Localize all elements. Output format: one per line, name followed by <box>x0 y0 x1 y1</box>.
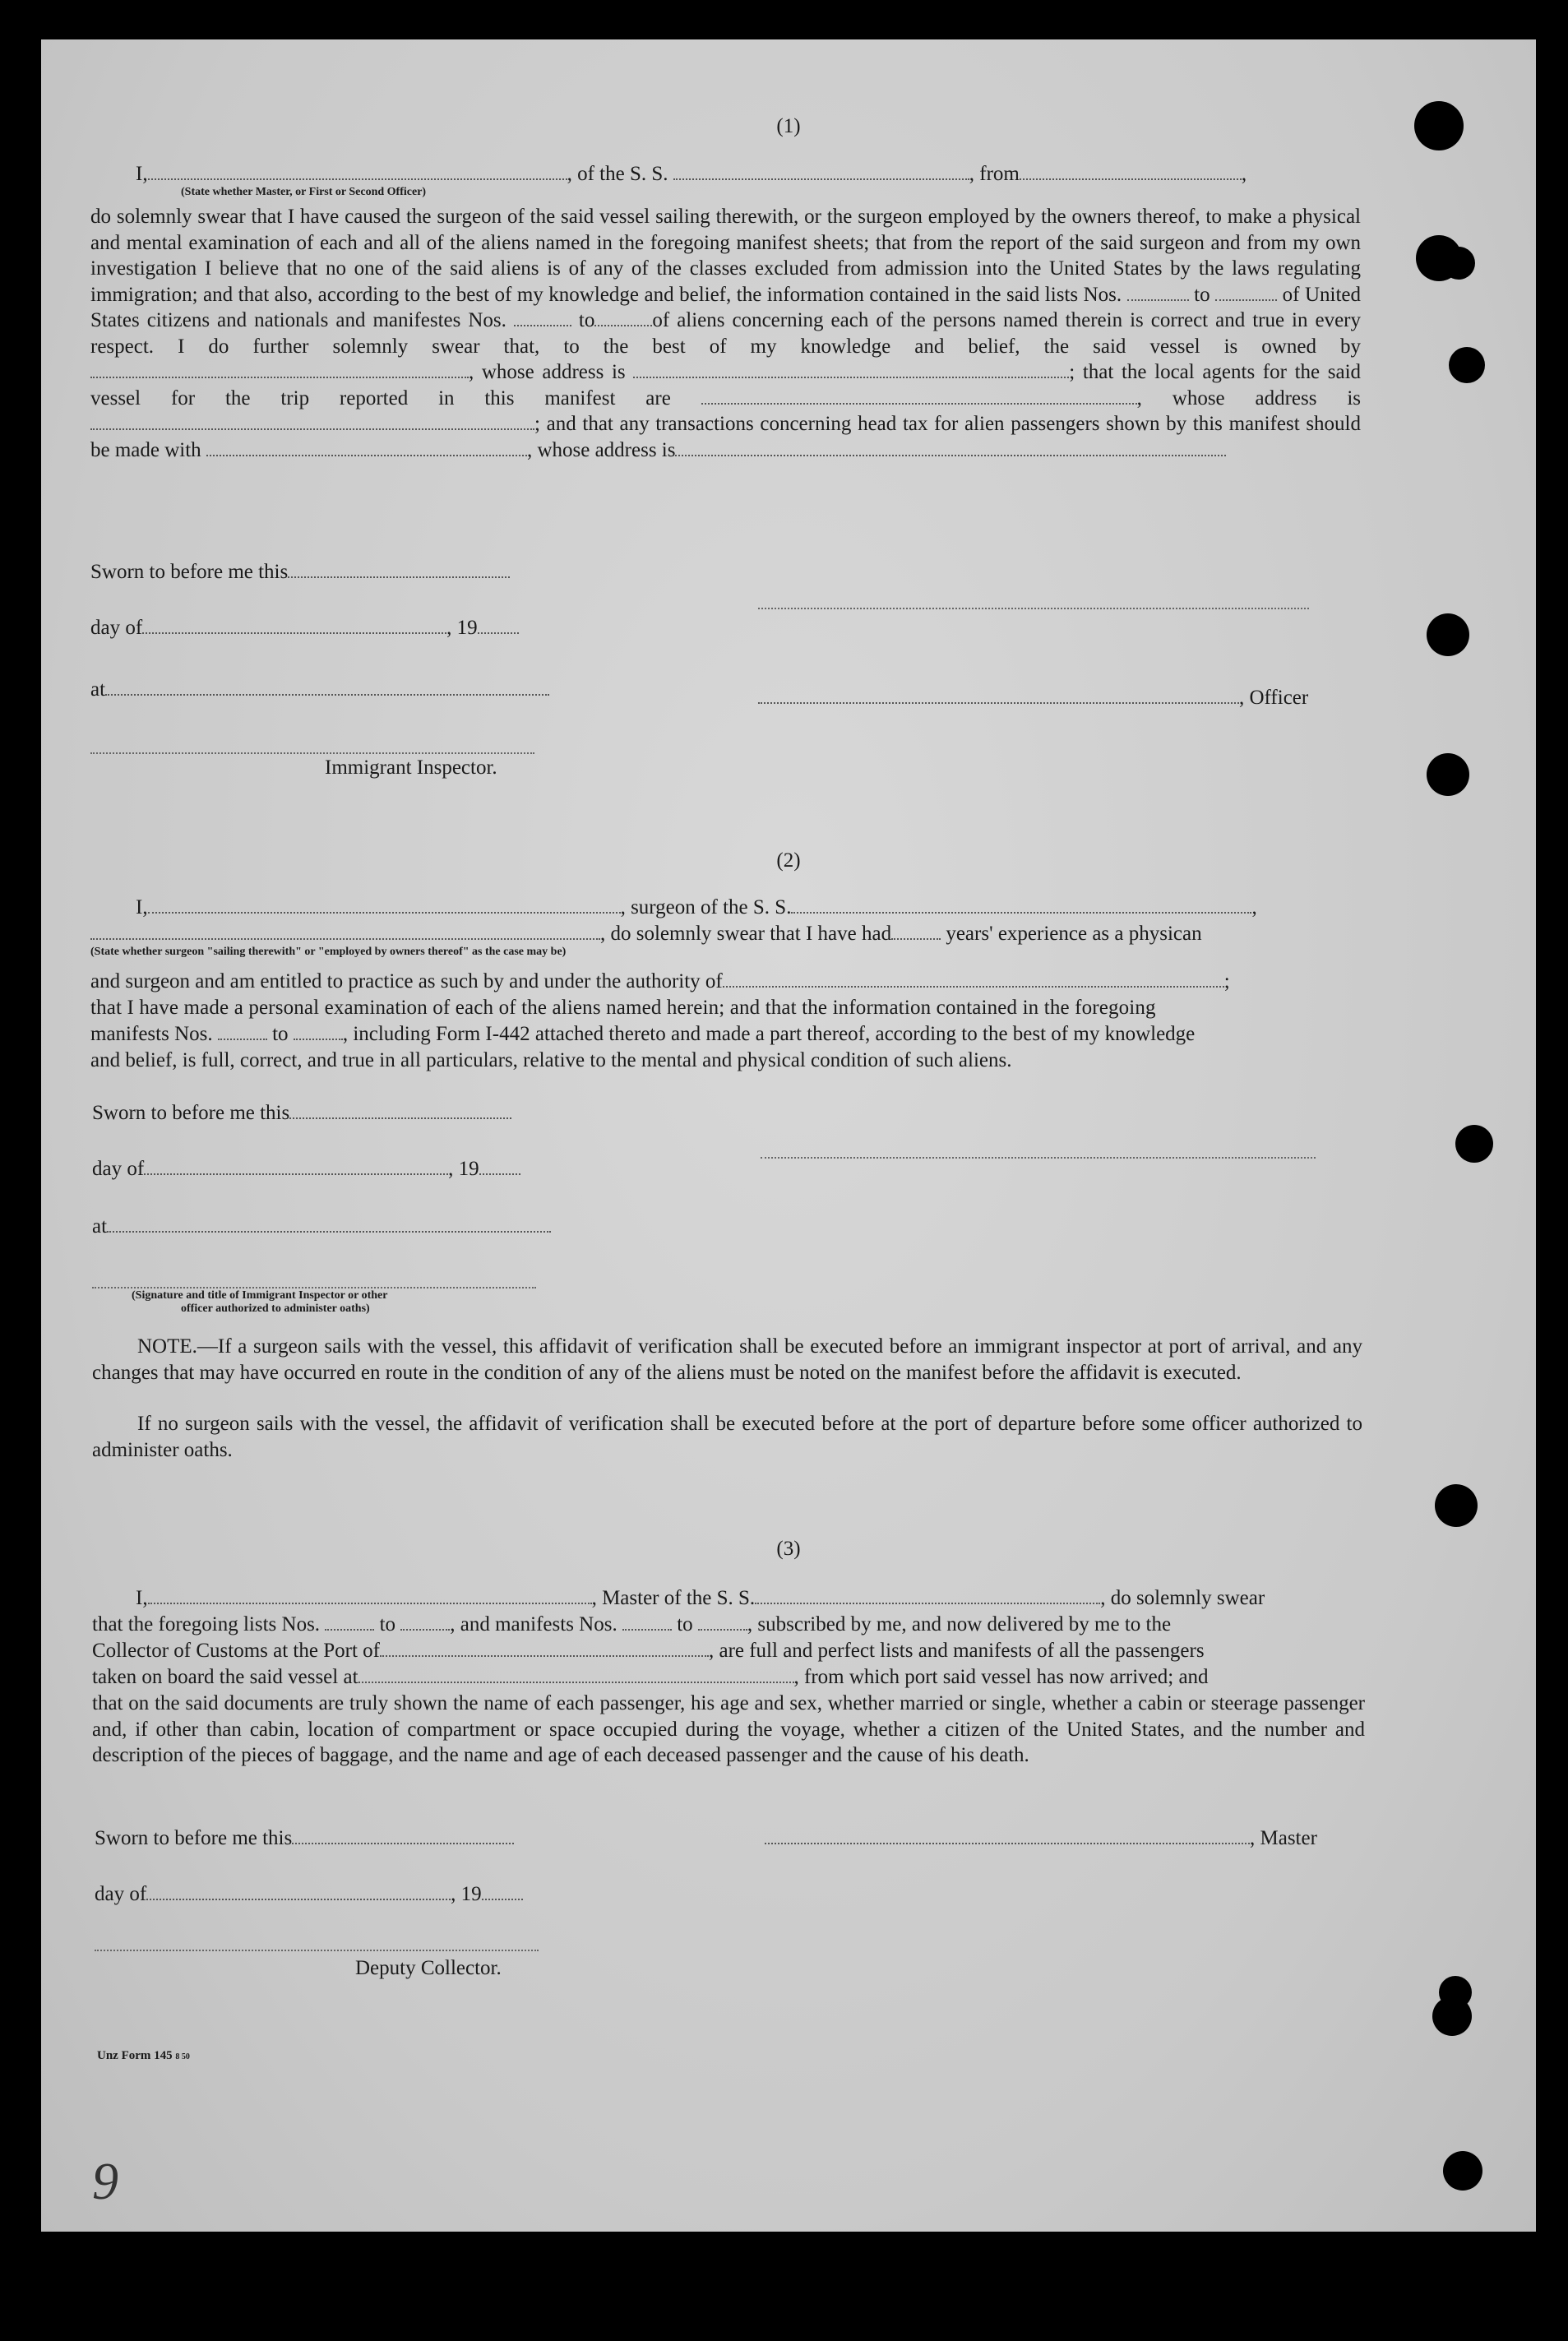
section-3-line-3: Collector of Customs at the Port of , are full and perfect lists and manifests of all the passengers <box>92 1640 1205 1662</box>
punch-hole <box>1427 613 1469 656</box>
signature-line <box>758 607 1309 609</box>
punch-hole <box>1432 1996 1472 2036</box>
form-page <box>41 39 1536 2232</box>
section-2-line-3: and surgeon and am entitled to practice as such by and under the authority of ; <box>90 970 1230 992</box>
signature-line <box>95 1949 539 1951</box>
section-2-at: at <box>92 1214 551 1240</box>
section-3-paragraph: that on the said documents are truly shown the name of each passenger, his age and sex, whether married or single, whether a cabin or steerage passenger and, if other than cabin, location of compartment or space occupied during the voyage, whether a citizen of the United States, and the number and description of the pieces of baggage, and the name and age of each deceased passenger and the cause of his death. <box>92 1692 1365 1766</box>
section-2-number: (2) <box>776 849 801 872</box>
handwritten-mark: 9 <box>92 2152 118 2210</box>
section-3-line-1: I, , Master of the S. S. , do solemnly swear <box>136 1587 1265 1609</box>
section-2-sworn: Sworn to before me this <box>92 1100 511 1127</box>
section-1-sworn: Sworn to before me this <box>90 559 510 585</box>
signature-note-2: officer authorized to administer oaths) <box>181 1302 370 1315</box>
signature-note-1: (Signature and title of Immigrant Inspector or other <box>132 1289 388 1302</box>
section-1-number: (1) <box>776 115 801 137</box>
signature-line <box>92 1286 536 1288</box>
punch-hole <box>1435 1484 1478 1527</box>
signature-line <box>761 1156 1316 1159</box>
punch-hole <box>1455 1125 1493 1163</box>
punch-hole <box>1427 753 1469 796</box>
section-3-sworn: Sworn to before me this <box>95 1825 514 1852</box>
section-1-day-of: day of , 19 <box>90 615 519 641</box>
note-paragraph-2: If no surgeon sails with the vessel, the affidavit of verification shall be executed before at the port of departure before some officer authorized to administer oaths. <box>92 1413 1362 1461</box>
section-2-line-6: and belief, is full, correct, and true in all particulars, relative to the mental and physical condition of such aliens. <box>90 1049 1012 1071</box>
form-number: Unz Form 145 8 50 <box>97 2049 190 2062</box>
section-1-line-1: I, , of the S. S. , from , <box>136 163 1247 185</box>
officer-note: (State whether Master, or First or Second Officer) <box>181 186 427 198</box>
surgeon-note: (State whether surgeon "sailing therewith" or "employed by owners thereof" as the case may be) <box>90 946 567 958</box>
section-2-line-1: I, , surgeon of the S. S. , <box>136 896 1257 918</box>
section-2-line-5: manifests Nos. to , including Form I-442 attached thereto and made a part thereof, according to the best of my knowledge <box>90 1023 1196 1045</box>
section-2-line-4: that I have made a personal examination of each of the aliens named herein; and that the information contained in the foregoing <box>90 997 1156 1019</box>
section-3-line-4: taken on board the said vessel at , from which port said vessel has now arrived; and <box>92 1666 1209 1688</box>
section-1-at: at <box>90 677 549 703</box>
immigrant-inspector-label: Immigrant Inspector. <box>325 756 497 779</box>
note-paragraph-1: NOTE.—If a surgeon sails with the vessel, this affidavit of verification shall be executed before an immigrant inspector at port of arrival, and any changes that may have occurred en route in the condition of any of the aliens must be noted on the manifest before the affidavit is executed. <box>92 1335 1362 1384</box>
punch-hole <box>1449 347 1485 383</box>
deputy-collector-label: Deputy Collector. <box>355 1957 502 1979</box>
section-2-line-2: , do solemnly swear that I have had years' experience as a physican <box>90 921 1202 947</box>
section-2-day-of: day of , 19 <box>92 1156 520 1182</box>
signature-line <box>90 752 534 754</box>
section-3-day-of: day of , 19 <box>95 1881 523 1908</box>
punch-hole <box>1442 247 1475 280</box>
section-3-master: , Master <box>765 1825 1317 1852</box>
section-1-paragraph: do solemnly swear that I have caused the surgeon of the said vessel sailing therewith, or the surgeon employed by the owners thereof, to make a physical and mental examination of each and all of the aliens named in the foregoing manifest sheets; that from the report of the said surgeon and from my own investigation I believe that no one of the said aliens is of any of the classes excluded from admission into the United States by the laws regulating immigration; and that also, according to the best of my knowledge and belief, the information contained in the said lists Nos. to of United States citizens and nationals and manifestes Nos. to of aliens concerning each of the persons named therein is correct and true in every respect. I do further solemnly swear that, to the best of my knowledge and belief, the said vessel is owned by , whose address is ; that the local agents for the said vessel for the trip reported in this manifest are , whose address is ; and that any transactions concerning head tax for alien passengers shown by this manifest should be made with , whose address is <box>90 206 1362 461</box>
section-1-officer: , Officer <box>758 685 1308 711</box>
punch-hole <box>1443 2151 1482 2191</box>
section-3-number: (3) <box>776 1538 801 1560</box>
section-3-line-2: that the foregoing lists Nos. to , and manifests Nos. to , subscribed by me, and now delivered by me to the <box>92 1613 1172 1635</box>
